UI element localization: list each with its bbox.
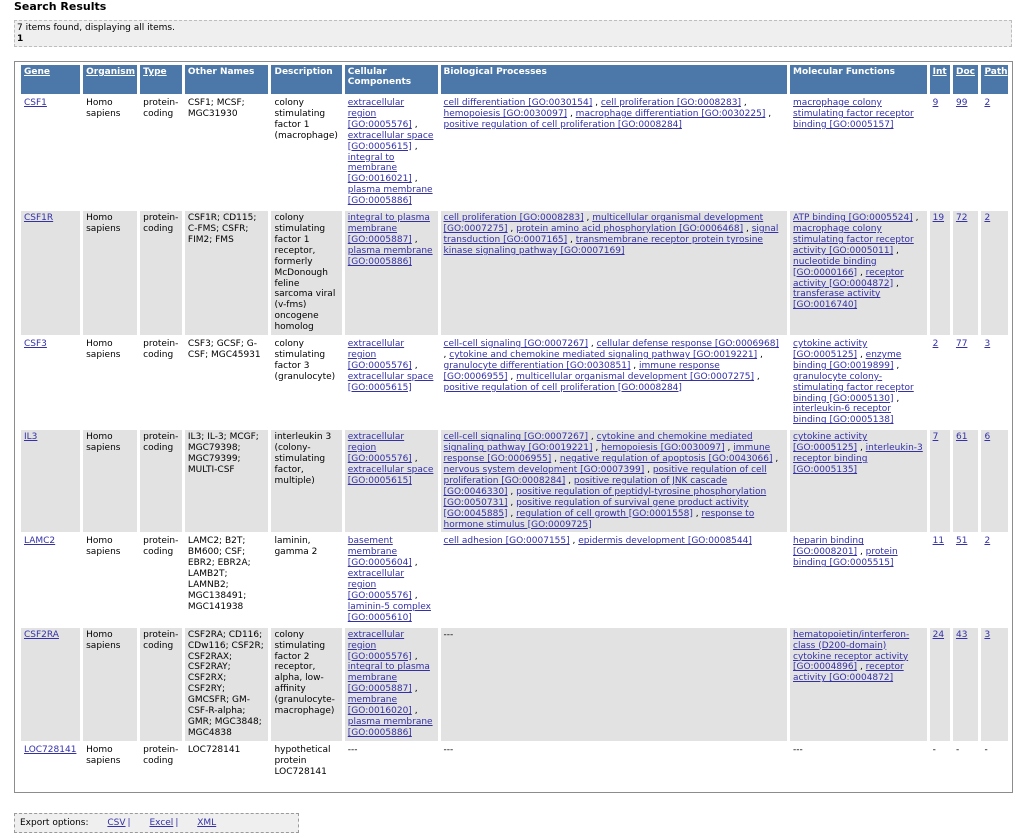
path-cell: -: [981, 743, 1008, 780]
col-path[interactable]: [981, 65, 1008, 94]
cellular-components-cell: extracellular region [GO:0005576] , extracellular space [GO:0005615] , integral to membrane [GO:0016021] , plasma membrane [GO:0005886]: [345, 96, 438, 209]
go-term-link[interactable]: protein amino acid phosphorylation [GO:0006468]: [516, 223, 744, 234]
int-cell: [930, 211, 950, 335]
cellular-components-cell: basement membrane [GO:0005604] , extracellular region [GO:0005576] , laminin-5 complex [GO:0005610]: [345, 534, 438, 625]
results-summary: 7 items found, displaying all items.: [17, 23, 175, 33]
path-count-link[interactable]: 3: [984, 629, 991, 640]
export-csv-link[interactable]: CSV: [107, 818, 126, 828]
empty-marker: ---: [443, 629, 454, 640]
go-term-link[interactable]: heparin binding [GO:0008201]: [793, 536, 864, 558]
sort-organism-link[interactable]: Organism: [86, 67, 135, 77]
other-names-cell: LAMC2; B2T; BM600; CSF; EBR2; EBR2A; LAMB2T; LAMNB2; MGC138491; MGC141938: [185, 534, 269, 625]
col-int[interactable]: [930, 65, 950, 94]
go-term-link[interactable]: positive regulation of JNK cascade [GO:0046330]: [443, 475, 728, 497]
empty-marker: ---: [347, 744, 358, 755]
gene-link[interactable]: CSF2RA: [24, 629, 59, 640]
results-container: [14, 61, 1013, 793]
table-row: [21, 743, 1008, 780]
path-cell: [981, 337, 1008, 428]
biological-processes-cell: [441, 628, 788, 741]
biological-processes-cell: cell proliferation [GO:0008283] , multicellular organismal development [GO:0007275] , protein amino acid phosphorylation [GO:0006468] , signal transduction [GO:0007165] , transmembrane receptor protein tyrosine kinase signaling pathway [GO:0007169]: [441, 211, 788, 335]
go-term-link[interactable]: protein binding [GO:0005515]: [793, 547, 898, 569]
table-row: [21, 96, 1008, 209]
go-term-link[interactable]: response to hormone stimulus [GO:0009725]: [443, 508, 755, 530]
organism-cell: Homo sapiens: [83, 337, 137, 428]
col-doc[interactable]: [953, 65, 978, 94]
type-cell: protein-coding: [140, 628, 182, 741]
other-names-cell: IL3; IL-3; MCGF; MGC79398; MGC79399; MULTI-CSF: [185, 430, 269, 532]
go-term-link[interactable]: interleukin-3 receptor binding [GO:0005135]: [793, 443, 923, 475]
pager-banner: [14, 20, 1012, 47]
go-term-link[interactable]: hematopoietin/interferon-class (D200-domain) cytokine receptor activity [GO:0004896]: [793, 629, 910, 673]
col-cellular-components: Cellular Components: [345, 65, 438, 94]
doc-cell: [953, 534, 978, 625]
go-term-link[interactable]: plasma membrane [GO:0005886]: [347, 245, 433, 267]
description-cell: hypothetical protein LOC728141: [271, 743, 341, 780]
table-row: [21, 211, 1008, 335]
type-cell: protein-coding: [140, 534, 182, 625]
description-cell: colony stimulating factor 1 receptor, formerly McDonough feline sarcoma viral (v-fms) oncogene homolog: [271, 211, 341, 335]
go-term-link[interactable]: nervous system development [GO:0007399]: [443, 465, 645, 475]
sort-gene-link[interactable]: Gene: [24, 67, 51, 77]
go-term-link[interactable]: granulocyte differentiation [GO:0030851]: [443, 360, 631, 371]
int-cell: [930, 430, 950, 532]
doc-count-link[interactable]: 99: [955, 98, 968, 108]
doc-cell: -: [953, 743, 978, 780]
col-other-names: Other Names: [185, 65, 269, 94]
go-term-link[interactable]: nucleotide binding [GO:0000166]: [793, 256, 877, 278]
go-term-link[interactable]: signal transduction [GO:0007165]: [443, 223, 779, 245]
go-term-link[interactable]: transmembrane receptor protein tyrosine kinase signaling pathway [GO:0007169]: [443, 234, 763, 256]
molecular-functions-cell: ATP binding [GO:0005524] , macrophage colony stimulating factor receptor activity [GO:0005011] , nucleotide binding [GO:0000166] , receptor activity [GO:0004872] , transferase activity [GO:0016740]: [790, 211, 927, 335]
go-term-link[interactable]: epidermis development [GO:0008544]: [578, 536, 752, 547]
go-term-link[interactable]: integral to membrane [GO:0016021]: [347, 152, 412, 185]
organism-cell: Homo sapiens: [83, 96, 137, 209]
go-term-link[interactable]: cell proliferation [GO:0008283]: [600, 98, 741, 108]
organism-cell: Homo sapiens: [83, 211, 137, 335]
doc-cell: [953, 628, 978, 741]
go-term-link[interactable]: cellular defense response [GO:0006968]: [596, 339, 779, 350]
export-excel-link[interactable]: Excel: [149, 818, 174, 828]
doc-cell: [953, 96, 978, 209]
other-names-cell: LOC728141: [185, 743, 269, 780]
organism-cell: Homo sapiens: [83, 430, 137, 532]
organism-cell: Homo sapiens: [83, 628, 137, 741]
molecular-functions-cell: [790, 743, 927, 780]
doc-cell: [953, 337, 978, 428]
sort-type-link[interactable]: Type: [143, 67, 167, 77]
export-xml-link[interactable]: XML: [197, 818, 217, 828]
export-separator: |: [127, 818, 131, 828]
empty-marker: ---: [443, 744, 454, 755]
go-term-link[interactable]: cytokine and chemokine mediated signaling pathway [GO:0019221]: [443, 432, 753, 454]
go-term-link[interactable]: positive regulation of peptidyl-tyrosine phosphorylation [GO:0050731]: [443, 486, 767, 508]
table-row: [21, 534, 1008, 625]
path-count-link[interactable]: 2: [984, 536, 991, 547]
cellular-components-cell: extracellular region [GO:0005576] , integral to plasma membrane [GO:0005887] , membrane [GO:0016020] , plasma membrane [GO:0005886]: [345, 628, 438, 741]
doc-cell: [953, 430, 978, 532]
go-term-link[interactable]: extracellular space [GO:0005615]: [347, 465, 434, 486]
go-term-link[interactable]: transferase activity [GO:0016740]: [793, 289, 881, 311]
sort-path-link[interactable]: Path: [984, 67, 1008, 77]
go-term-link[interactable]: enzyme binding [GO:0019899]: [793, 349, 902, 371]
go-term-link[interactable]: macrophage colony stimulating factor receptor binding [GO:0005157]: [793, 98, 914, 130]
other-names-cell: CSF3; GCSF; G-CSF; MGC45931: [185, 337, 269, 428]
export-label: Export options:: [20, 818, 89, 828]
go-term-link[interactable]: extracellular region [GO:0005576]: [347, 569, 412, 601]
go-term-link[interactable]: cell differentiation [GO:0030154]: [443, 98, 593, 108]
go-term-link[interactable]: extracellular region [GO:0005576]: [347, 629, 412, 662]
int-cell: -: [930, 743, 950, 780]
cellular-components-cell: integral to plasma membrane [GO:0005887] , plasma membrane [GO:0005886]: [345, 211, 438, 335]
go-term-link[interactable]: immune response [GO:0006955]: [443, 443, 771, 465]
empty-marker: ---: [793, 744, 803, 755]
gene-cell: [21, 337, 80, 428]
col-gene[interactable]: [21, 65, 80, 94]
cellular-components-cell: extracellular region [GO:0005576] , extracellular space [GO:0005615]: [345, 337, 438, 428]
go-term-link[interactable]: membrane [GO:0016020]: [347, 695, 412, 717]
gene-link[interactable]: LAMC2: [24, 536, 56, 547]
go-term-link[interactable]: multicellular organismal development [GO:0007275]: [516, 371, 755, 382]
table-row: [21, 430, 1008, 532]
go-term-link[interactable]: cell-cell signaling [GO:0007267]: [443, 339, 589, 350]
go-term-link[interactable]: plasma membrane [GO:0005886]: [347, 185, 433, 207]
go-term-link[interactable]: hemopoiesis [GO:0030097]: [601, 443, 725, 454]
doc-count-link[interactable]: 77: [955, 339, 968, 350]
biological-processes-cell: cell-cell signaling [GO:0007267] , cellular defense response [GO:0006968] , cytokine and chemokine mediated signaling pathway [GO:0019221] , granulocyte differentiation [GO:0030851] , immune response [GO:0006955] , multicellular organismal development [GO:0007275] , positive regulation of cell proliferation [GO:0008284]: [441, 337, 788, 428]
gene-link[interactable]: CSF3: [24, 339, 47, 350]
organism-cell: Homo sapiens: [83, 534, 137, 625]
description-cell: colony stimulating factor 3 (granulocyte): [271, 337, 341, 428]
sort-int-link[interactable]: Int: [932, 67, 947, 77]
go-term-link[interactable]: extracellular region [GO:0005576]: [347, 339, 412, 371]
go-term-link[interactable]: extracellular region [GO:0005576]: [347, 98, 412, 130]
path-count-link[interactable]: 2: [984, 98, 991, 108]
go-term-link[interactable]: multicellular organismal development [GO:0007275]: [443, 213, 764, 234]
export-separator: |: [175, 818, 179, 828]
molecular-functions-cell: heparin binding [GO:0008201] , protein binding [GO:0005515]: [790, 534, 927, 625]
cellular-components-cell: [345, 743, 438, 780]
gene-link[interactable]: CSF1: [24, 98, 47, 108]
int-cell: [930, 628, 950, 741]
export-options: [14, 813, 299, 833]
go-term-link[interactable]: ATP binding [GO:0005524]: [793, 213, 913, 224]
go-term-link[interactable]: cytokine and chemokine mediated signaling pathway [GO:0019221]: [449, 349, 758, 360]
gene-cell: [21, 96, 80, 209]
other-names-cell: CSF1R; CD115; C-FMS; CSFR; FIM2; FMS: [185, 211, 269, 335]
organism-cell: Homo sapiens: [83, 743, 137, 780]
int-count-link[interactable]: 19: [932, 213, 945, 224]
go-term-link[interactable]: cell-cell signaling [GO:0007267]: [443, 432, 589, 443]
page-title: Search Results: [14, 0, 107, 13]
go-term-link[interactable]: positive regulation of cell proliferation [GO:0008284]: [443, 465, 767, 486]
gene-cell: [21, 211, 80, 335]
go-term-link[interactable]: macrophage colony stimulating factor receptor activity [GO:0005011]: [793, 223, 914, 256]
go-term-link[interactable]: positive regulation of cell proliferation [GO:0008284]: [443, 382, 682, 393]
gene-cell: [21, 743, 80, 780]
path-count-link[interactable]: 6: [984, 432, 991, 443]
sort-doc-link[interactable]: Doc: [955, 67, 975, 77]
other-names-cell: CSF2RA; CD116; CDw116; CSF2R; CSF2RAX; CSF2RAY; CSF2RX; CSF2RY; GMCSFR; GM-CSF-R-alpha; GMR; MGC3848; MGC4838: [185, 628, 269, 741]
doc-count-link[interactable]: 72: [955, 213, 968, 224]
path-cell: [981, 534, 1008, 625]
go-term-link[interactable]: cell proliferation [GO:0008283]: [443, 213, 584, 224]
biological-processes-cell: cell-cell signaling [GO:0007267] , cytokine and chemokine mediated signaling pathway [GO:0019221] , hemopoiesis [GO:0030097] , immune response [GO:0006955] , negative regulation of apoptosis [GO:0043066] , nervous system development [GO:0007399] , positive regulation of cell proliferation [GO:0008284] , positive regulation of JNK cascade [GO:0046330] , positive regulation of peptidyl-tyrosine phosphorylation [GO:0050731] , positive regulation of survival gene product activity [GO:0045885] , regulation of cell growth [GO:0001558] , response to hormone stimulus [GO:0009725]: [441, 430, 788, 532]
go-term-link[interactable]: positive regulation of survival gene product activity [GO:0045885]: [443, 497, 749, 519]
type-cell: protein-coding: [140, 743, 182, 780]
doc-count-link[interactable]: 43: [955, 629, 968, 640]
gene-cell: [21, 430, 80, 532]
table-row: [21, 628, 1008, 741]
col-molecular-functions: Molecular Functions: [790, 65, 927, 94]
description-cell: interleukin 3 (colony-stimulating factor, multiple): [271, 430, 341, 532]
int-count-link[interactable]: 24: [932, 629, 945, 640]
int-count-link[interactable]: 2: [932, 339, 939, 350]
other-names-cell: CSF1; MCSF; MGC31930: [185, 96, 269, 209]
int-cell: [930, 534, 950, 625]
col-organism[interactable]: [83, 65, 137, 94]
go-term-link[interactable]: receptor activity [GO:0004872]: [793, 267, 904, 289]
col-type[interactable]: [140, 65, 182, 94]
go-term-link[interactable]: integral to plasma membrane [GO:0005887]: [347, 213, 430, 245]
type-cell: protein-coding: [140, 430, 182, 532]
go-term-link[interactable]: integral to plasma membrane [GO:0005887]: [347, 662, 430, 695]
go-term-link[interactable]: cytokine activity [GO:0005125]: [793, 339, 868, 360]
table-row: [21, 337, 1008, 428]
go-term-link[interactable]: negative regulation of apoptosis [GO:0043066]: [559, 454, 773, 465]
doc-count-link[interactable]: 61: [955, 432, 968, 443]
int-count-link[interactable]: 9: [932, 98, 939, 108]
go-term-link[interactable]: laminin-5 complex [GO:0005610]: [347, 601, 431, 623]
int-cell: [930, 96, 950, 209]
gene-link[interactable]: CSF1R: [24, 213, 54, 224]
path-count-link[interactable]: 2: [984, 213, 991, 224]
go-term-link[interactable]: receptor activity [GO:0004872]: [793, 662, 904, 684]
path-count-link[interactable]: 3: [984, 339, 991, 350]
path-cell: [981, 211, 1008, 335]
molecular-functions-cell: [790, 96, 927, 209]
gene-cell: [21, 628, 80, 741]
int-count-link[interactable]: 11: [932, 536, 945, 547]
molecular-functions-cell: cytokine activity [GO:0005125] , enzyme binding [GO:0019899] , granulocyte colony-stimulating factor receptor binding [GO:0005130] , interleukin-6 receptor binding [GO:0005138]: [790, 337, 927, 428]
type-cell: protein-coding: [140, 96, 182, 209]
biological-processes-cell: cell adhesion [GO:0007155] , epidermis development [GO:0008544]: [441, 534, 788, 625]
type-cell: protein-coding: [140, 211, 182, 335]
cellular-components-cell: extracellular region [GO:0005576] , extracellular space [GO:0005615]: [345, 430, 438, 532]
go-term-link[interactable]: extracellular space [GO:0005615]: [347, 130, 434, 152]
int-count-link[interactable]: 7: [932, 432, 939, 443]
go-term-link[interactable]: granulocyte colony-stimulating factor receptor binding [GO:0005130]: [793, 371, 914, 404]
results-table: [18, 63, 1011, 781]
path-cell: [981, 96, 1008, 209]
path-cell: [981, 430, 1008, 532]
go-term-link[interactable]: extracellular space [GO:0005615]: [347, 371, 434, 393]
description-cell: colony stimulating factor 1 (macrophage): [271, 96, 341, 209]
go-term-link[interactable]: extracellular region [GO:0005576]: [347, 432, 412, 465]
gene-link[interactable]: LOC728141: [24, 744, 77, 755]
description-cell: colony stimulating factor 2 receptor, alpha, low-affinity (granulocyte-macrophage): [271, 628, 341, 741]
go-term-link[interactable]: hemopoiesis [GO:0030097]: [443, 108, 568, 119]
go-term-link[interactable]: macrophage differentiation [GO:0030225]: [575, 108, 766, 119]
gene-cell: [21, 534, 80, 625]
results-body: [21, 96, 1008, 779]
description-cell: laminin, gamma 2: [271, 534, 341, 625]
go-term-link[interactable]: positive regulation of cell proliferation [GO:0008284]: [443, 119, 682, 130]
page-number: 1: [17, 34, 24, 44]
int-cell: [930, 337, 950, 428]
molecular-functions-cell: cytokine activity [GO:0005125] , interleukin-3 receptor binding [GO:0005135]: [790, 430, 927, 532]
type-cell: protein-coding: [140, 337, 182, 428]
molecular-functions-cell: hematopoietin/interferon-class (D200-domain) cytokine receptor activity [GO:0004896] , receptor activity [GO:0004872]: [790, 628, 927, 741]
biological-processes-cell: [441, 743, 788, 780]
biological-processes-cell: cell differentiation [GO:0030154] , cell proliferation [GO:0008283] , hemopoiesis [GO:0030097] , macrophage differentiation [GO:0030225] , positive regulation of cell proliferation [GO:0008284]: [441, 96, 788, 209]
go-term-link[interactable]: basement membrane [GO:0005604]: [347, 536, 412, 569]
go-term-link[interactable]: regulation of cell growth [GO:0001558]: [516, 508, 693, 519]
gene-link[interactable]: IL3: [24, 432, 38, 443]
path-cell: [981, 628, 1008, 741]
doc-count-link[interactable]: 51: [955, 536, 968, 547]
go-term-link[interactable]: immune response [GO:0006955]: [443, 360, 720, 382]
go-term-link[interactable]: cell adhesion [GO:0007155]: [443, 536, 570, 547]
go-term-link[interactable]: cytokine activity [GO:0005125]: [793, 432, 868, 454]
col-biological-processes: Biological Processes: [441, 65, 788, 94]
col-description: Description: [271, 65, 341, 94]
header-row: [21, 65, 1008, 94]
doc-cell: [953, 211, 978, 335]
go-term-link[interactable]: interleukin-6 receptor binding [GO:0005138]: [793, 404, 894, 426]
go-term-link[interactable]: plasma membrane [GO:0005886]: [347, 716, 433, 738]
